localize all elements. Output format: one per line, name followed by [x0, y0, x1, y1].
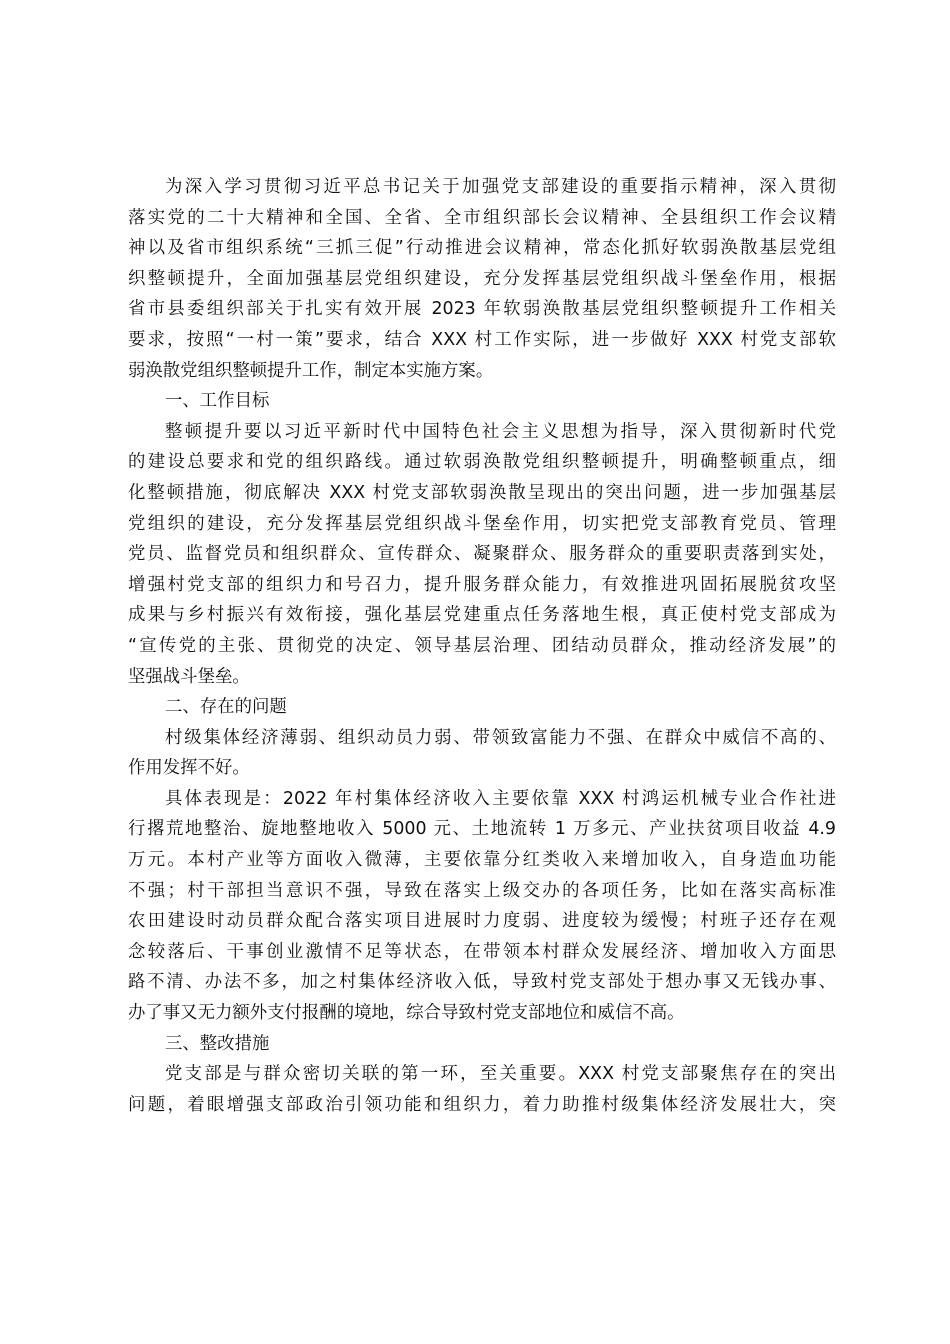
text-line: 神以及省市组织系统“三抓三促”行动推进会议精神，常态化抓好软弱涣散基层党组 — [128, 238, 836, 259]
document-body — [128, 172, 836, 1120]
text-line: 路不清、办法不多，加之村集体经济收入低，导致村党支部处于想办事又无钱办事、 — [128, 972, 836, 993]
text-line: 作用发挥不好。 — [128, 758, 250, 779]
problems-detail-paragraph — [128, 784, 836, 1029]
text-line: 省市县委组织部关于扎实有效开展 2023 年软弱涣散基层党组织整顿提升工作相关 — [128, 299, 836, 320]
text-line: 村级集体经济薄弱、组织动员力弱、带领致富能力不强、在群众中威信不高的、 — [165, 727, 836, 748]
problems-summary-paragraph — [128, 723, 836, 784]
work-goals-paragraph — [128, 417, 836, 692]
text-line: 念较落后、干事创业激情不足等状态，在带领本村群众发展经济、增加收入方面思 — [128, 941, 836, 962]
text-line: 行撂荒地整治、旋地整地收入 5000 元、土地流转 1 万多元、产业扶贫项目收益 4.9 — [128, 819, 836, 840]
text-line: 落实党的二十大精神和全国、全省、全市组织部长会议精神、全县组织工作会议精 — [128, 207, 836, 228]
section-heading-rectification-measures: 三、整改措施 — [165, 1033, 270, 1054]
text-line: 化整顿措施，彻底解决 XXX 村党支部软弱涣散呈现出的突出问题，进一步加强基层 — [128, 482, 836, 503]
text-line: 坚强战斗堡垒。 — [128, 666, 250, 687]
section-heading-work-goals: 一、工作目标 — [165, 391, 270, 412]
text-line: “宣传党的主张、贯彻党的决定、领导基层治理、团结动员群众，推动经济发展”的 — [128, 635, 836, 656]
text-line: 具体表现是：2022 年村集体经济收入主要依靠 XXX 村鸿运机械专业合作社进 — [165, 788, 836, 809]
text-line: 弱涣散党组织整顿提升工作，制定本实施方案。 — [128, 360, 494, 381]
text-line: 农田建设时动员群众配合落实项目进展时力度弱、进度较为缓慢；村班子还存在观 — [128, 911, 836, 932]
text-line: 万元。本村产业等方面收入微薄，主要依靠分红类收入来增加收入，自身造血功能 — [128, 850, 836, 871]
text-line: 整顿提升要以习近平新时代中国特色社会主义思想为指导，深入贯彻新时代党 — [165, 421, 836, 442]
text-line: 办了事又无力额外支付报酬的境地，综合导致村党支部地位和威信不高。 — [128, 1003, 685, 1024]
text-line: 成果与乡村振兴有效衔接，强化基层党建重点任务落地生根，真正使村党支部成为 — [128, 605, 836, 626]
measures-paragraph — [128, 1059, 836, 1120]
text-line: 党员、监督党员和组织群众、宣传群众、凝聚群众、服务群众的重要职责落到实处， — [128, 544, 836, 565]
section-heading-existing-problems: 二、存在的问题 — [165, 697, 287, 718]
text-line: 要求，按照“一村一策”要求，结合 XXX 村工作实际，进一步做好 XXX 村党支部软 — [128, 329, 836, 350]
text-line: 党组织的建设，充分发挥基层党组织战斗堡垒作用，切实把党支部教育党员、管理 — [128, 513, 836, 534]
text-line: 织整顿提升，全面加强基层党组织建设，充分发挥基层党组织战斗堡垒作用，根据 — [128, 268, 836, 289]
text-line: 党支部是与群众密切关联的第一环，至关重要。XXX 村党支部聚焦存在的突出 — [165, 1064, 836, 1085]
text-line: 问题，着眼增强支部政治引领功能和组织力，着力助推村级集体经济发展壮大，突 — [128, 1094, 836, 1115]
text-line: 为深入学习贯彻习近平总书记关于加强党支部建设的重要指示精神，深入贯彻 — [165, 177, 836, 197]
text-line: 不强；村干部担当意识不强，导致在落实上级交办的各项任务，比如在落实高标准 — [128, 880, 836, 901]
intro-paragraph — [128, 172, 836, 386]
text-line: 的建设总要求和党的组织路线。通过软弱涣散党组织整顿提升，明确整顿重点，细 — [128, 452, 836, 473]
text-line: 增强村党支部的组织力和号召力，提升服务群众能力，有效推进巩固拓展脱贫攻坚 — [128, 574, 836, 595]
